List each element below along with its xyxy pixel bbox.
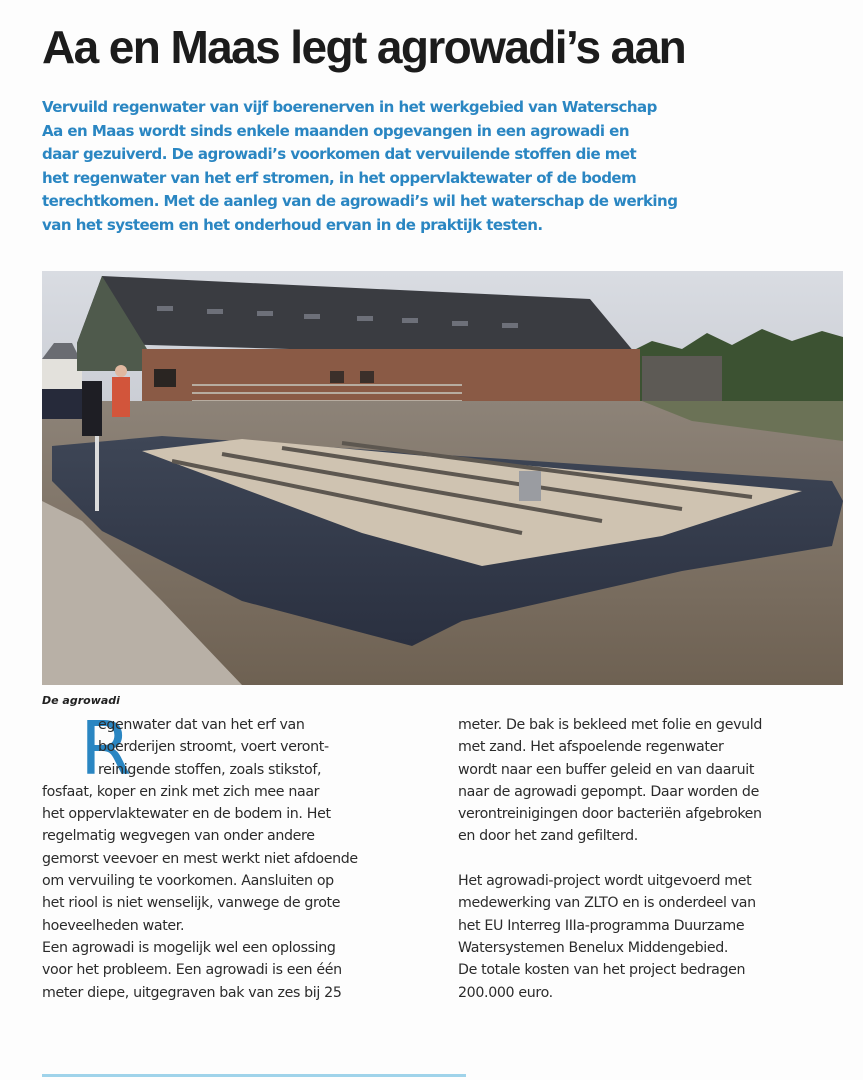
- body-line: meter diepe, uitgegraven bak van zes bij 25: [42, 984, 342, 1001]
- photo-illustration: [42, 271, 843, 685]
- article-lead: [42, 96, 842, 237]
- body-line: en door het zand gefilterd.: [458, 828, 638, 845]
- body-line: wordt naar een buffer geleid en van daaruit: [458, 761, 755, 778]
- body-line: hoeveelheden water.: [42, 917, 185, 934]
- body-line: fosfaat, koper en zink met zich mee naar: [42, 783, 320, 800]
- lead-line: daar gezuiverd. De agrowadi’s voorkomen dat vervuilende stoffen die met: [42, 145, 637, 163]
- body-line: 200.000 euro.: [458, 984, 553, 1001]
- body-line: het EU Interreg IIIa-programma Duurzame: [458, 917, 745, 934]
- body-line: om vervuiling te voorkomen. Aansluiten op: [42, 873, 334, 890]
- body-line: Watersystemen Benelux Middengebied.: [458, 939, 729, 956]
- body-line: naar de agrowadi gepompt. Daar worden de: [458, 783, 759, 800]
- lead-line: Aa en Maas wordt sinds enkele maanden opgevangen in een agrowadi en: [42, 121, 629, 140]
- horse: [42, 389, 82, 419]
- lead-line: het regenwater van het erf stromen, in het oppervlaktewater of de bodem: [42, 168, 637, 187]
- person: [82, 381, 102, 436]
- article-title: Aa en Maas legt agrowadi’s aan: [42, 21, 686, 73]
- barn-wall: [142, 349, 640, 404]
- body-line: Het agrowadi-project wordt uitgevoerd met: [458, 873, 752, 890]
- body-line: het oppervlaktewater en de bodem in. Het: [42, 806, 331, 823]
- body-line: meter. De bak is bekleed met folie en gevuld: [458, 717, 763, 733]
- drop-cap: R: [80, 706, 132, 792]
- lead-line: terechtkomen. Met de aanleg van de agrowadi’s wil het waterschap de werking: [42, 192, 678, 210]
- body-line: reinigende stoffen, zoals stikstof,: [98, 761, 322, 778]
- body-line: egenwater dat van het erf van: [98, 717, 305, 733]
- small-shed: [642, 356, 722, 401]
- lead-line: Vervuild regenwater van vijf boerenerven in het werkgebied van Waterschap: [42, 98, 657, 116]
- barn-window: [360, 371, 374, 383]
- body-column-right: [458, 714, 762, 1004]
- standpipe: [519, 471, 541, 501]
- body-line: boerderijen stroomt, voert veront-: [98, 739, 329, 756]
- barn-window: [330, 371, 344, 383]
- body-line: verontreinigingen door bacteriën afgebroken: [458, 806, 762, 823]
- footer-rule: [42, 1074, 466, 1077]
- body-line: regelmatig wegvegen van onder andere: [42, 828, 315, 845]
- agrowadi-photo: [42, 271, 843, 685]
- body-line: voor het probleem. Een agrowadi is een één: [42, 962, 342, 979]
- body-line: medewerking van ZLTO en is onderdeel van: [458, 895, 756, 912]
- body-line: gemorst veevoer en mest werkt niet afdoende: [42, 850, 358, 867]
- photo-caption: De agrowadi: [42, 694, 120, 707]
- barn-door: [154, 369, 176, 387]
- body-line: Een agrowadi is mogelijk wel een oplossing: [42, 939, 336, 956]
- person: [112, 377, 130, 417]
- body-column-left: [42, 706, 358, 1004]
- lead-line: van het systeem en het onderhoud ervan in de praktijk testen.: [42, 215, 543, 234]
- body-line: De totale kosten van het project bedragen: [458, 962, 746, 979]
- body-line: het riool is niet wenselijk, vanwege de grote: [42, 895, 341, 912]
- paragraph-gap: [458, 848, 762, 870]
- body-line: met zand. Het afspoelende regenwater: [458, 739, 724, 756]
